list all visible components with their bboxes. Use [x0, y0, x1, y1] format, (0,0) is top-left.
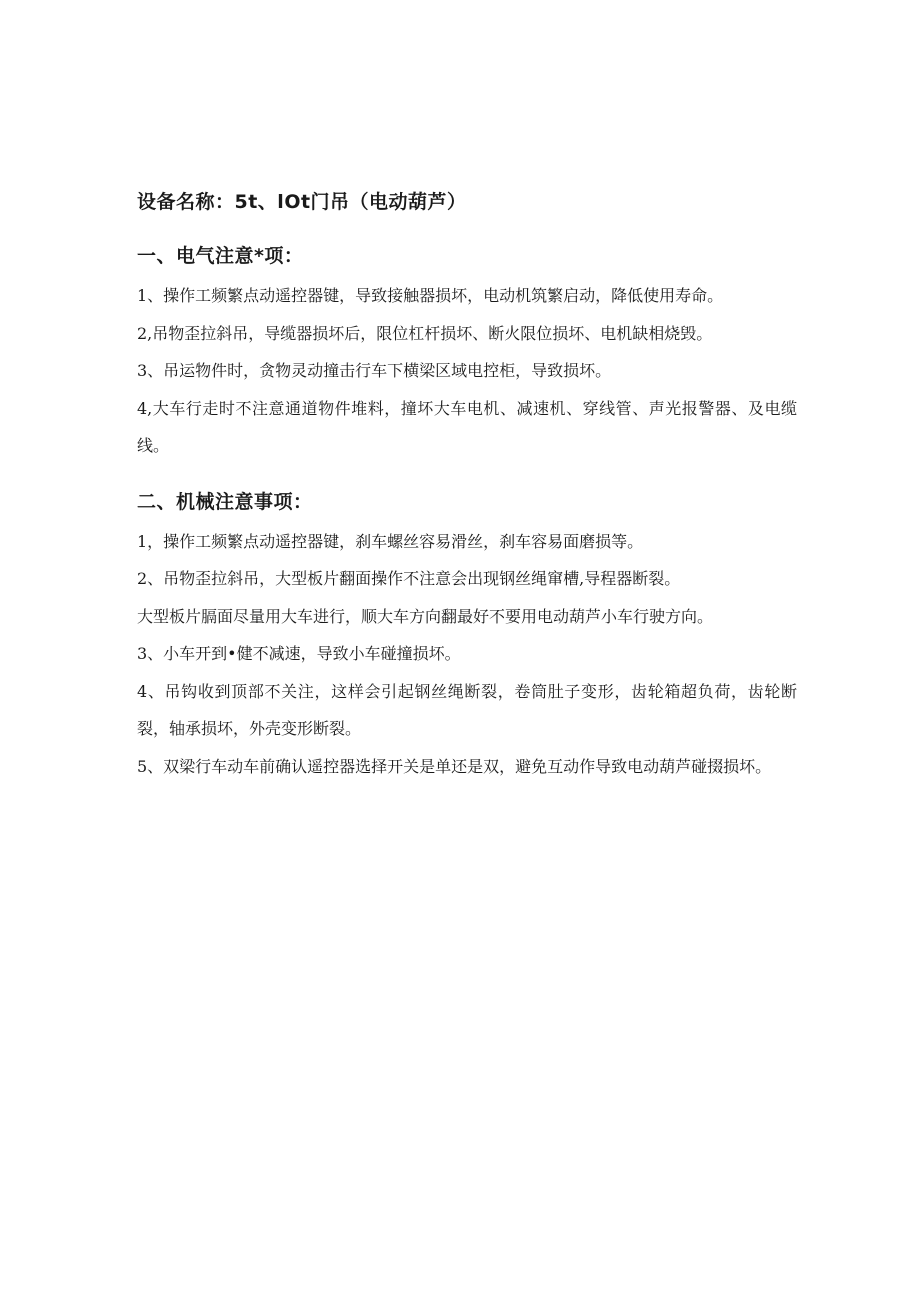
equipment-title: 设备名称：5t、lOt门吊（电动葫芦） — [137, 191, 467, 213]
list-item: 4、吊钩收到顶部不关注，这样会引起钢丝绳断裂，卷筒肚子变形，齿轮箱超负荷，齿轮断裂，轴承损坏，外壳变形断裂。 — [137, 681, 797, 738]
list-item: 大型板片膈面尽量用大车进行，顺大车方向翻最好不要用电动葫芦小车行驶方向。 — [137, 606, 714, 626]
mechanical-section — [137, 487, 797, 786]
list-item: 5、双梁行车动车前确认遥控器选择开关是单还是双，避免互动作导致电动葫芦碰掇损坏。 — [137, 756, 772, 776]
list-item: 3、吊运物件时，贪物灵动撞击行车下横梁区域电控柜，导致损坏。 — [137, 361, 612, 380]
list-item: 3、小车开到•健不减速，导致小车碰撞损坏。 — [137, 644, 461, 663]
section-heading: 一、电气注意*项： — [137, 245, 304, 267]
section-heading: 二、机械注意事项： — [137, 490, 313, 513]
list-item: 2,吊物歪拉斜吊，导缆器损坏后，限位杠杆损坏、断火限位损坏、电机缺相烧毁。 — [137, 323, 713, 343]
list-item: 1、操作工频繁点动遥控器键，导致接触器损坏，电动机筑繁启动，降低使用寿命。 — [137, 286, 724, 305]
list-item: 2、吊物歪拉斜吊，大型板片翻面操作不注意会出现钢丝绳窜槽,导程器断裂。 — [137, 569, 681, 588]
list-item: 4,大车行走时不注意通道物件堆料，撞坏大车电机、减速机、穿线管、声光报警器、及电缆线。 — [137, 398, 797, 455]
list-item: 1，操作工频繁点动遥控器键，刹车螺丝容易滑丝，刹车容易面磨损等。 — [137, 531, 644, 551]
electrical-section — [137, 241, 797, 465]
document-content — [137, 186, 797, 807]
